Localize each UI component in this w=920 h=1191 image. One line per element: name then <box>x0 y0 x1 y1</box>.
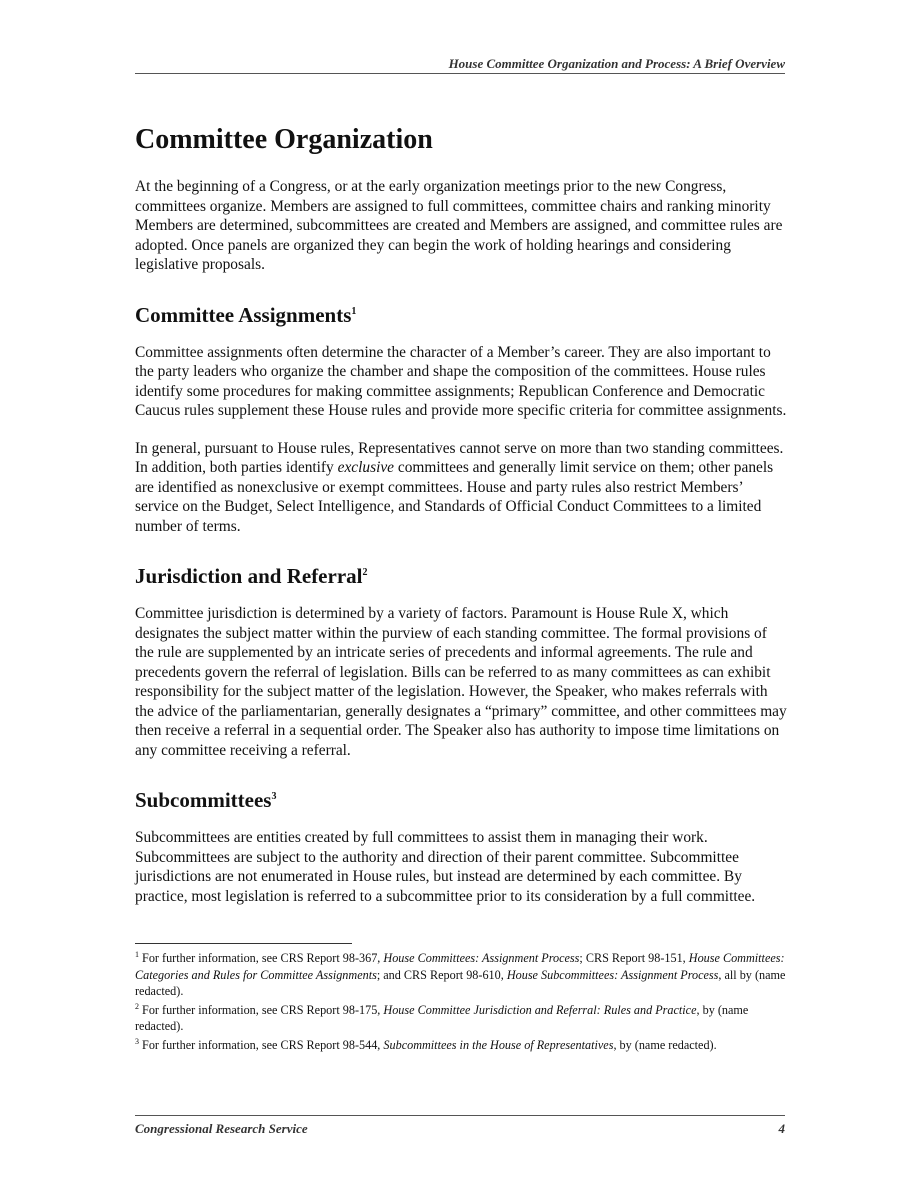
paragraph: Committee jurisdiction is determined by a variety of factors. Paramount is House Rule X, which designates the subject matter within the purview of each standing committee. The formal provisions of the rule are supplemented by an intricate series of precedents and informal agreements. The rule and precedents govern the referral of legislation. Bills can be referred to as many committees as can exhibit responsibility for the subject matter of the legislation. However, the Speaker, who makes referrals with the advice of the parliamentarian, generally designates a “primary” committee, and other committees may then receive a referral in a sequential order. The Speaker also has authority to impose time limitations on any committee receiving a referral. <box>135 605 787 759</box>
running-header: House Committee Organization and Process: A Brief Overview <box>448 56 785 71</box>
section-heading-committee-assignments: Committee Assignments$^1$ <box>135 302 357 327</box>
main-content <box>135 121 787 924</box>
footnote-ref[interactable]: 1 <box>351 305 357 317</box>
footnotes <box>135 950 787 1055</box>
footnote-3: $^3$ For further information, see CRS Report 98-544, Subcommittees in the House of Representatives, by (name redacted). <box>135 1036 717 1052</box>
footnote-1: $^1$ For further information, see CRS Report 98-367, House Committees: Assignment Process; CRS Report 98-151, House Committees: Categories and Rules for Committee Assignments; and CRS Report 98-610, House Subcommittees: Assignment Process, all by (name redacted). <box>135 949 786 998</box>
section-heading-subcommittees: Subcommittees$^3$ <box>135 788 277 812</box>
footnote-2: $^2$ For further information, see CRS Report 98-175, House Committee Jurisdiction and Referral: Rules and Practice, by (name redacted). <box>135 1001 749 1033</box>
header-divider <box>135 73 785 74</box>
footnote-divider <box>135 943 352 944</box>
paragraph: Committee assignments often determine the character of a Member’s career. They are also important to the party leaders who organize the chamber and shape the composition of the committees. House rules identify some procedures for making committee assignments; Republican Conference and Democratic Caucus rules supplement these House rules and provide more specific criteria for committee assignments. <box>135 343 787 419</box>
page-number: 4 <box>778 1121 785 1136</box>
section-heading-jurisdiction-referral: Jurisdiction and Referral$^2$ <box>135 564 368 588</box>
page-title: Committee Organization <box>135 124 433 155</box>
paragraph: In general, pursuant to House rules, Representatives cannot serve on more than two standing committees. In addition, both parties identify exclusive committees and generally limit service on them; other panels are identified as nonexclusive or exempt committees. House and party rules also restrict Members’ service on the Budget, Select Intelligence, and Standards of Official Conduct Committees to a limited number of terms. <box>135 439 784 535</box>
footnote-ref[interactable]: 3 <box>271 791 277 802</box>
intro-paragraph: At the beginning of a Congress, or at the early organization meetings prior to the new Congress, committees organize. Members are assigned to full committees, committee chairs and ranking minority Members are determined, subcommittees are created and Members are assigned, and committee rules are adopted. Once panels are organized they can begin the work of holding hearings and considering legislative proposals. <box>135 178 783 273</box>
footer-divider <box>135 1115 785 1116</box>
paragraph: Subcommittees are entities created by full committees to assist them in managing their work. Subcommittees are subject to the authority and direction of their parent committee. Subcommittee jurisdictions are not enumerated in House rules, but instead are determined by each committee. By practice, most legislation is referred to a subcommittee prior to its consideration by a full committee. <box>135 829 756 905</box>
footer-publisher: Congressional Research Service <box>135 1121 308 1136</box>
footnote-ref[interactable]: 2 <box>362 567 368 578</box>
